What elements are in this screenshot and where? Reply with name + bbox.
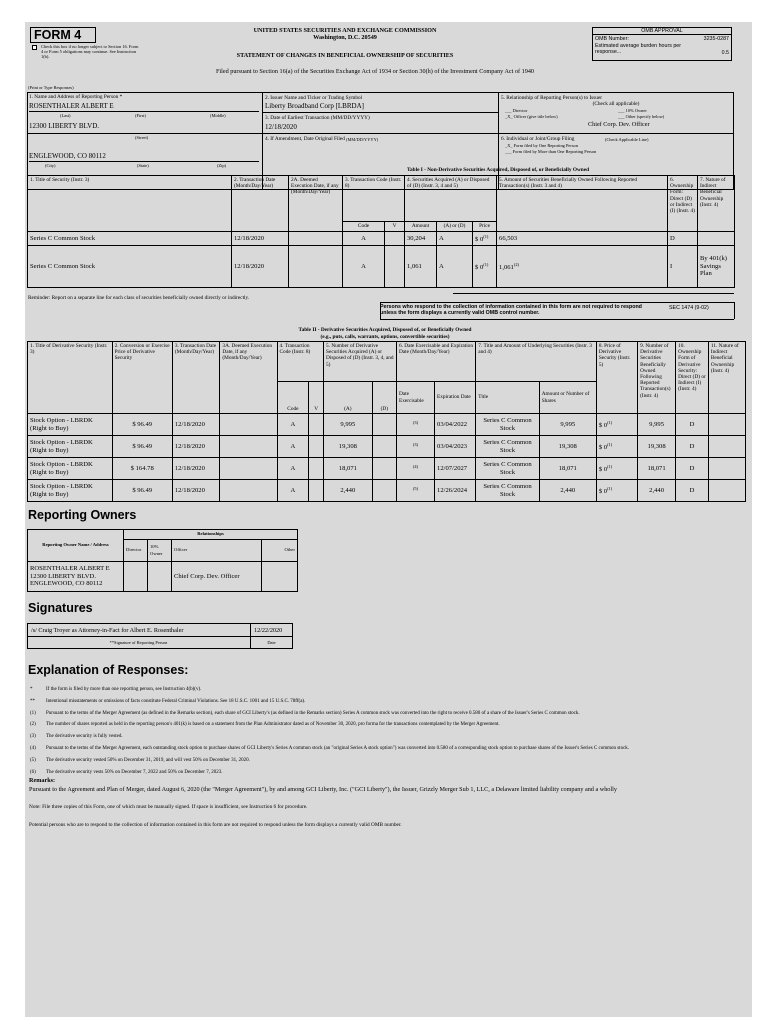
t1-r1-code: A [343,246,385,288]
filing-one: _X_ Form filed by One Reporting Person [505,143,578,148]
t2-h1: 1. Title of Derivative Security (Instr. 3) [28,342,113,414]
t2-s-d: (D) [372,382,396,414]
t2-r1-u-amount: 19,308 [539,436,596,458]
t2-r3-form: D [676,480,709,502]
note-item [30,696,750,708]
t2-r3-expiration: 12/26/2024 [435,480,476,502]
t2-h5: 5. Number of Derivative Securities Acquired (A) or Disposed of (D) (Instr. 3, 4, and 5) [324,342,397,382]
filed-pursuant: Filed pursuant to Section 16(a) of the Securities Exchange Act of 1934 or Section 30(h) of the Investment Company Act of 1940 [215,68,535,75]
note-item [30,719,750,731]
note-key: (6) [30,769,36,775]
omb-number: 3235-0287 [703,36,729,42]
t1-r0-ad: A [437,232,473,246]
commission-location: Washington, D.C. 20549 [313,34,377,41]
owner-addr2: ENGLEWOOD, CO 80112 [30,580,103,588]
form-title: FORM 4 [34,28,82,42]
t1-h-nature: 7. Nature of Indirect Beneficial Ownership (Instr. 4) [698,176,735,232]
table2-derivative [27,341,746,502]
officer-title: Chief Corp. Dev. Officer [588,121,650,128]
omb-number-label: OMB Number: [595,36,629,42]
remarks-text: Pursuant to the Agreement and Plan of Merger, dated August 6, 2020 (the "Merger Agreement"), by and among GCI Liberty, Inc. ("GCI Liberty"), the Issuer, Grizzly Merger Sub 1, LLC, a Delaware limited liability company and a wholly [29,786,617,793]
note-item [30,731,750,743]
t2-s-code: Code [277,382,309,414]
t1-r0-code: A [343,232,385,246]
t2-r2-ex-note[interactable]: (4) [412,463,419,469]
t2-h2: 2. Conversion or Exercise Price of Derivative Security [112,342,172,414]
t2-r2-title: Stock Option - LBRDK (Right to Buy) [28,458,113,480]
t2-r1-dprice-note[interactable]: (1) [607,441,613,447]
earliest-date: 12/18/2020 [265,123,297,131]
t1-r1-price-note[interactable]: (1) [483,261,489,267]
owners-relationships: Relationships [124,530,298,540]
t1-r1-date: 12/18/2020 [232,246,289,288]
middle-label: (Middle) [210,113,226,118]
note-key: (4) [30,745,36,751]
t2-h7: 7. Title and Amount of Underlying Securities (Instr. 3 and 4) [476,342,597,382]
t2-r2-a: 18,071 [324,458,373,480]
note-key: (2) [30,722,36,728]
t1-r0-owned: 66,503 [497,232,668,246]
t2-r1-price: $ 96.49 [112,436,172,458]
t2-r1-form: D [676,436,709,458]
owner-addr1: 12300 LIBERTY BLVD. [30,572,96,580]
t1-h-code: 3. Transaction Code (Instr. 8) [343,176,405,222]
issuer-name: Liberty Broadband Corp [LBRDA] [265,102,364,110]
t1-r1-form: I [668,246,698,288]
relationship-label: 5. Relationship of Reporting Person(s) to Issuer [501,95,603,101]
burden-label: Estimated average burden hours per response... [595,43,681,56]
note-text: Pursuant to the terms of the Merger Agreement, each outstanding stock option to purchase shares of GCI Liberty's Series A common stock (an "original Series A stock option") was converted into 0.580 of a corresponding stock option to purchase shares of the Issuer's Series C common stock. [46,745,630,751]
city-label: (City) [45,163,56,168]
t1-sub-amount: Amount [405,222,437,232]
t2-r2-u-title: Series C Common Stock [476,458,539,480]
table-row [28,458,746,480]
t2-h8: 8. Price of Derivative Security (Instr. 5) [596,342,637,414]
t2-h10: 10. Ownership Form of Derivative Security: Direct (D) or Indirect (I) (Instr. 4) [676,342,709,414]
t2-r3-price: $ 96.49 [112,480,172,502]
t2-r1-owned: 19,308 [638,436,676,458]
t2-r1-code: A [277,436,309,458]
print-type-note: (Print or Type Responses) [28,85,74,90]
amendment-sub: (MM/DD/YYYY) [346,137,379,142]
t2-r1-expiration: 03/04/2023 [435,436,476,458]
no-longer-subject-checkbox[interactable] [32,45,37,50]
t2-h9: 9. Number of Derivative Securities Beneficially Owned Following Reported Transaction(s) (Instr. 4) [638,342,676,414]
t2-r3-date: 12/18/2020 [172,480,220,502]
date-label: Date [267,640,276,645]
t2-r3-code: A [277,480,309,502]
t2-r3-a: 2,440 [324,480,373,502]
t2-r0-title: Stock Option - LBRDK (Right to Buy) [28,414,113,436]
t2-r2-date: 12/18/2020 [172,458,220,480]
t2-r2-owned: 18,071 [638,458,676,480]
t2-r0-price: $ 96.49 [112,414,172,436]
t1-r1-owned-note[interactable]: (2) [513,261,519,267]
note-item [30,755,750,767]
note-copies: Note: File three copies of this Form, one of which must be manually signed. If space is insufficient, see Instruction 6 for procedure. [29,804,308,810]
t2-r0-expiration: 03/04/2022 [435,414,476,436]
note-text: Intentional misstatements or omissions of facts constitute Federal Criminal Violations. See 18 U.S.C. 1001 and 15 U.S.C. 78ff(a). [46,698,306,704]
persons-notice: Persons who respond to the collection of information contained in this form are not required to respond unless the form displays a currently valid OMB control number. [380,304,642,317]
potential-persons: Potential persons who are to respond to the collection of information contained in this form are not required to respond unless the form displays a currently valid OMB number. [29,822,402,828]
reporting-person-name: ROSENTHALER ALBERT E [29,102,114,110]
owner-officer-title: Chief Corp. Dev. Officer [172,562,262,592]
officer-option: _X_ Officer (give title below) [505,114,558,119]
omb-approval-title: OMB APPROVAL [641,28,683,34]
t2-r0-form: D [676,414,709,436]
other-option: ___ Other (specify below) [618,114,665,119]
t2-r0-code: A [277,414,309,436]
t1-r1-ad: A [437,246,473,288]
table-row [28,436,746,458]
t2-r3-dprice-note[interactable]: (1) [607,485,613,491]
explanation-heading: Explanation of Responses: [28,663,189,677]
reporting-owners-table [27,529,298,592]
t2-r0-date: 12/18/2020 [172,414,220,436]
note-item [30,767,750,779]
note-text: The number of shares reported as held in the reporting person's 401(k) is based on a statement from the Plan Administrator dated as of November 30, 2020, pro forma for the transactions contemplated by the Merger Agreement. [46,722,500,728]
table-row [28,480,746,502]
note-key: ** [30,698,35,704]
note-item [30,743,750,755]
t2-r0-u-amount: 9,995 [539,414,596,436]
t2-h6: 6. Date Exercisable and Expiration Date (Month/Day/Year) [396,342,475,382]
table-row [28,562,298,592]
zip-label: (Zip) [217,163,227,168]
reporting-street: 12300 LIBERTY BLVD. [29,122,100,130]
t1-r0-date: 12/18/2020 [232,232,289,246]
t2-r3-u-title: Series C Common Stock [476,480,539,502]
earliest-date-label: 3. Date of Earliest Transaction (MM/DD/YYYY) [265,115,370,121]
table-row [28,232,735,246]
table1-non-derivative [27,175,735,288]
signature-label: **Signature of Reporting Person [109,640,168,645]
note-key: (3) [30,734,36,740]
note-key: * [30,687,33,692]
first-label: (First) [135,113,146,118]
amendment-label: 4. If Amendment, Date Original Filed [265,136,345,142]
t2-r2-code: A [277,458,309,480]
note-text: The derivative security vests 50% on December 7, 2022 and 50% on December 7, 2023. [46,769,223,775]
t2-r1-ex-note[interactable]: (3) [412,441,419,447]
t2-s-amount: Amount or Number of Shares [539,382,596,414]
t1-r1-nature: By 401(k) Savings Plan [698,246,735,288]
relationship-sub: (Check all applicable) [592,101,640,107]
state-label: (State) [137,163,149,168]
t2-h3: 3. Transaction Date (Month/Day/Year) [172,342,220,414]
note-key: (1) [30,710,36,716]
t2-r3-dprice: $ 0 [598,487,608,495]
table2-subtitle: (e.g., puts, calls, warrants, options, convertible securities) [320,334,450,340]
t1-r0-title: Series C Common Stock [28,232,232,246]
checkbox-label: Check this box if no longer subject to Section 16. Form 4 or Form 5 obligations may continue. See Instruction 1(b). [41,44,139,60]
note-key: (5) [30,757,36,763]
last-label: (Last) [60,113,71,118]
reporting-city: ENGLEWOOD, CO 80112 [29,152,106,160]
director-option: ___ Director [505,108,528,113]
t2-s-exercisable: Date Exercisable [396,382,434,414]
burden-value: 0.5 [721,50,729,56]
note-item [30,684,750,696]
t2-h3a: 3A. Deemed Execution Date, if any (Month/Day/Year) [220,342,277,414]
owner-option: ___ 10% Owner [618,108,647,113]
t1-sub-v: V [385,222,405,232]
t2-s-v: V [309,382,324,414]
note-text: The derivative security vested 50% on December 31, 2019, and will vest 50% on December 31, 2020. [46,757,250,763]
street-label: (Street) [135,135,149,140]
t2-r2-price: $ 164.78 [112,458,172,480]
owner-name: ROSENTHALER ALBERT E [30,565,110,573]
table2-title: Table II - Derivative Securities Acquired, Disposed of, or Beneficially Owned [298,327,472,333]
reminder-text: Reminder: Report on a separate line for each class of securities beneficially owned directly or indirectly. [28,295,250,301]
t2-h11: 11. Nature of Indirect Beneficial Ownership (Instr. 4) [708,342,745,414]
t1-r1-price: $ 0 [475,263,484,271]
t1-h-form: 6. Ownership Form: Direct (D) or Indirect (I) (Instr. 4) [668,176,698,232]
signer-text: /s/ Craig Troyer as Attorney-in-Fact for Albert E. Rosenthaler [31,627,184,634]
owners-col-name: Reporting Owner Name / Address [28,530,124,562]
t2-s-title: Title [476,382,539,414]
t1-r0-price-note[interactable]: (1) [483,233,489,239]
remarks-label: Remarks: [29,777,56,784]
t2-r1-a: 19,308 [324,436,373,458]
t1-h-title: 1. Title of Security (Instr. 3) [28,176,232,232]
explanation-notes [30,684,750,778]
t1-r1-owned: 1,061 [499,263,514,271]
owners-col-other: Other [262,540,298,562]
signature-date: 12/22/2020 [254,627,283,634]
t1-h-date: 2. Transaction Date (Month/Day/Year) [232,176,289,232]
filing-label: 6. Individual or Joint/Group Filing [501,136,575,142]
t1-sub-ad: (A) or (D) [437,222,473,232]
note-text: The derivative security is fully vested. [46,734,123,740]
t2-h4: 4. Transaction Code (Instr. 8) [277,342,324,382]
t2-r0-ex-note[interactable]: (3) [412,419,419,425]
t1-r0-form: D [668,232,698,246]
t2-r1-date: 12/18/2020 [172,436,220,458]
t1-r0-amount: 30,204 [405,232,437,246]
table1-title: Table I - Non-Derivative Securities Acquired, Disposed of, or Beneficially Owned [406,167,590,173]
filing-more: ___ Form filed by More than One Reporting Person [505,149,597,154]
t2-r3-title: Stock Option - LBRDK (Right to Buy) [28,480,113,502]
reporting-owners-heading: Reporting Owners [28,508,137,522]
note-item [30,708,750,720]
t2-r0-dprice: $ 0 [598,421,608,429]
t2-r1-dprice: $ 0 [598,443,608,451]
t2-r3-u-amount: 2,440 [539,480,596,502]
t1-h-owned: 5. Amount of Securities Beneficially Owned Following Reported Transaction(s) (Instr. 3 and 4) [497,176,668,232]
t1-r1-amount: 1,061 [405,246,437,288]
sec-number: SEC 1474 (9-02) [669,305,709,311]
t1-r0-price: $ 0 [475,235,484,243]
note-text: Pursuant to the terms of the Merger Agreement (as defined in the Remarks section), each share of GCI Liberty's (as defined in the Remarks section) Series A common stock was converted into the right to receive 0.580 of a share of the Issuer's Series C common stock. [46,710,580,716]
commission-name: UNITED STATES SECURITIES AND EXCHANGE COMMISSION [253,27,437,34]
reporting-person-label: 1. Name and Address of Reporting Person * [29,94,123,100]
note-text: If the form is filed by more than one reporting person, see Instruction 4(b)(v). [46,687,202,692]
table-row [28,414,746,436]
t2-r2-expiration: 12/07/2027 [435,458,476,480]
t2-r3-ex-note[interactable]: (5) [412,485,419,491]
t2-r1-u-title: Series C Common Stock [476,436,539,458]
owners-col-officer: Officer [172,540,262,562]
t1-h-acquired: 4. Securities Acquired (A) or Disposed of (D) (Instr. 3, 4 and 5) [405,176,497,222]
t2-r0-dprice-note[interactable]: (1) [607,419,613,425]
signatures-heading: Signatures [28,601,93,615]
t1-sub-price: Price [473,222,497,232]
t2-r2-form: D [676,458,709,480]
t1-h-deemed: 2A. Deemed Execution Date, if any (Month/Day/Year) [289,176,343,232]
t2-r1-title: Stock Option - LBRDK (Right to Buy) [28,436,113,458]
t2-r0-owned: 9,995 [638,414,676,436]
statement-title: STATEMENT OF CHANGES IN BENEFICIAL OWNERSHIP OF SECURITIES [236,52,454,59]
issuer-label: 2. Issuer Name and Ticker or Trading Symbol [265,95,363,101]
t1-sub-code: Code [343,222,385,232]
t2-r2-u-amount: 18,071 [539,458,596,480]
t2-r0-a: 9,995 [324,414,373,436]
t2-r2-dprice-note[interactable]: (1) [607,463,613,469]
owners-col-owner: 10% Owner [148,540,172,562]
filing-sub: (Check Applicable Line) [605,137,649,142]
t2-r3-owned: 2,440 [638,480,676,502]
form-4-page [25,22,752,1017]
table-row [28,246,735,288]
t2-s-a: (A) [324,382,373,414]
t2-r2-dprice: $ 0 [598,465,608,473]
t2-s-expiration: Expiration Date [435,382,476,414]
t2-r0-u-title: Series C Common Stock [476,414,539,436]
t1-r1-title: Series C Common Stock [28,246,232,288]
owners-col-director: Director [124,540,148,562]
